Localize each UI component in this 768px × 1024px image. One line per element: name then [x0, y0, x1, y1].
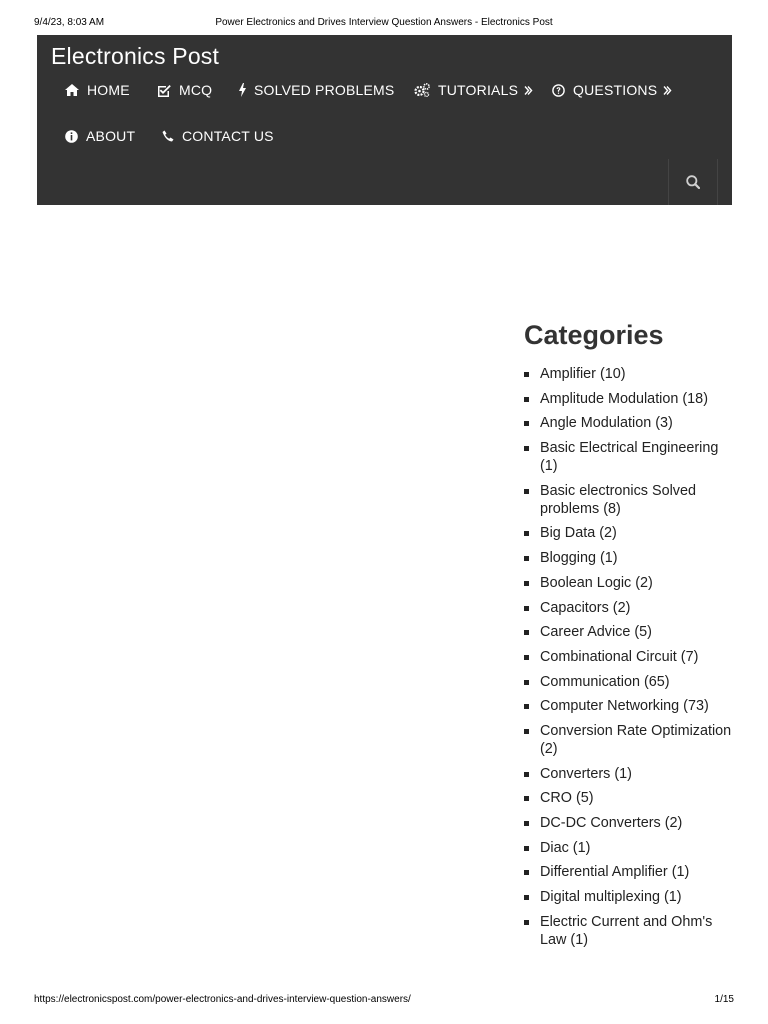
list-bullet	[524, 606, 529, 611]
category-item	[524, 648, 739, 666]
list-bullet	[524, 796, 529, 801]
category-item	[524, 765, 739, 783]
category-link[interactable]: Differential Amplifier	[540, 864, 668, 881]
site-header	[37, 35, 732, 205]
category-item	[524, 839, 739, 857]
nav-contact-us-label: CONTACT US	[182, 128, 274, 144]
category-count: (1)	[572, 839, 591, 856]
list-bullet	[524, 846, 529, 851]
category-count: (1)	[540, 458, 558, 475]
list-bullet	[524, 895, 529, 900]
category-item	[524, 482, 739, 518]
category-count: (73)	[683, 698, 709, 715]
list-bullet	[524, 372, 529, 377]
category-link[interactable]: Digital multiplexing	[540, 889, 660, 906]
category-item	[524, 863, 739, 881]
print-page-title: Power Electronics and Drives Interview Question Answers - Electronics Post	[215, 17, 553, 28]
check-square-icon	[157, 84, 171, 97]
list-bullet	[524, 630, 529, 635]
list-bullet	[524, 581, 529, 586]
nav-mcq[interactable]	[157, 82, 212, 98]
category-link[interactable]: Communication	[540, 673, 640, 690]
category-item	[524, 814, 739, 832]
nav-tutorials-label: TUTORIALS	[438, 82, 519, 98]
category-link[interactable]: Basic electronics Solved problems	[540, 482, 696, 517]
list-bullet	[524, 704, 529, 709]
category-item	[524, 789, 739, 807]
category-link[interactable]: Combinational Circuit	[540, 648, 677, 665]
double-chevron-right-icon	[663, 86, 672, 95]
list-bullet	[524, 772, 529, 777]
category-count: (1)	[671, 864, 690, 881]
nav-solved-problems[interactable]	[239, 82, 394, 98]
category-item	[524, 623, 739, 641]
category-count: (1)	[600, 550, 618, 567]
category-count: (5)	[634, 624, 652, 641]
category-count: (8)	[603, 500, 621, 517]
list-bullet	[524, 421, 529, 426]
category-item	[524, 697, 739, 715]
phone-icon	[162, 130, 174, 142]
nav-contact-us[interactable]	[162, 128, 274, 144]
bolt-icon	[239, 83, 246, 97]
nav-about[interactable]	[65, 128, 135, 144]
category-link[interactable]: Converters	[540, 765, 611, 782]
list-bullet	[524, 531, 529, 536]
nav-questions-label: QUESTIONS	[573, 82, 658, 98]
search-icon	[686, 175, 700, 189]
category-item	[524, 549, 739, 567]
nav-questions[interactable]	[552, 82, 672, 98]
category-count: (7)	[680, 648, 699, 665]
nav-solved-problems-label: SOLVED PROBLEMS	[254, 82, 395, 98]
category-count: (1)	[614, 765, 632, 782]
category-count: (18)	[682, 390, 708, 407]
category-link[interactable]: Boolean Logic	[540, 574, 632, 591]
category-link[interactable]: Conversion Rate Optimization	[540, 722, 732, 739]
category-link[interactable]: Diac	[540, 839, 569, 856]
question-circle-icon	[552, 84, 565, 97]
category-count: (2)	[664, 815, 683, 831]
list-bullet	[524, 680, 529, 685]
print-datetime: 9/4/23, 8:03 AM	[34, 17, 105, 28]
category-link[interactable]: Amplifier	[540, 366, 596, 382]
list-bullet	[524, 729, 529, 734]
double-chevron-right-icon	[524, 86, 533, 95]
search-button[interactable]	[668, 159, 718, 205]
list-bullet	[524, 556, 529, 561]
category-link[interactable]: Angle Modulation	[540, 415, 652, 432]
category-count: (1)	[663, 889, 682, 906]
list-bullet	[524, 920, 529, 925]
info-circle-icon	[65, 130, 78, 143]
category-count: (2)	[599, 525, 617, 542]
categories-widget	[524, 320, 739, 955]
nav-home[interactable]	[65, 82, 130, 98]
category-item	[524, 365, 739, 383]
categories-list	[524, 365, 739, 949]
home-icon	[65, 84, 79, 96]
print-header	[0, 17, 768, 31]
category-item	[524, 390, 739, 408]
list-bullet	[524, 489, 529, 494]
gears-icon	[414, 83, 430, 97]
category-count: (5)	[575, 790, 594, 807]
list-bullet	[524, 870, 529, 875]
nav-mcq-label: MCQ	[179, 82, 213, 98]
nav-tutorials[interactable]	[414, 82, 533, 98]
category-count: (3)	[655, 415, 673, 432]
category-item	[524, 888, 739, 906]
category-item	[524, 574, 739, 592]
category-count: (2)	[635, 574, 653, 591]
category-item	[524, 722, 739, 758]
print-page-number: 1/15	[714, 994, 734, 1005]
category-count: (2)	[540, 740, 558, 757]
categories-heading: Categories	[524, 320, 664, 350]
category-item	[524, 439, 739, 475]
nav-home-label: HOME	[87, 82, 130, 98]
category-count: (10)	[599, 366, 626, 382]
print-footer	[0, 994, 768, 1008]
category-item	[524, 524, 739, 542]
site-title[interactable]: Electronics Post	[51, 43, 220, 69]
category-count: (1)	[570, 931, 588, 948]
list-bullet	[524, 397, 529, 402]
list-bullet	[524, 446, 529, 451]
category-link[interactable]: Amplitude Modulation	[540, 390, 679, 407]
nav-about-label: ABOUT	[86, 128, 136, 144]
category-item	[524, 673, 739, 691]
category-link[interactable]: Career Advice	[540, 624, 631, 641]
category-link[interactable]: DC-DC Converters	[540, 815, 661, 831]
category-link[interactable]: Computer Networking	[540, 698, 680, 715]
category-count: (2)	[612, 599, 631, 616]
category-link[interactable]: Big Data	[540, 525, 596, 542]
category-item	[524, 913, 739, 949]
category-count: (65)	[643, 673, 670, 690]
category-item	[524, 599, 739, 617]
category-link[interactable]: Basic Electrical Engineering	[540, 440, 719, 457]
category-link[interactable]: Blogging	[540, 550, 597, 567]
list-bullet	[524, 821, 529, 826]
category-link[interactable]: Electric Current and Ohm's Law	[540, 913, 713, 948]
category-item	[524, 414, 739, 432]
category-link[interactable]: CRO	[540, 790, 572, 807]
print-url: https://electronicspost.com/power-electronics-and-drives-interview-question-answers/	[34, 994, 411, 1005]
list-bullet	[524, 655, 529, 660]
category-link[interactable]: Capacitors	[540, 599, 609, 616]
